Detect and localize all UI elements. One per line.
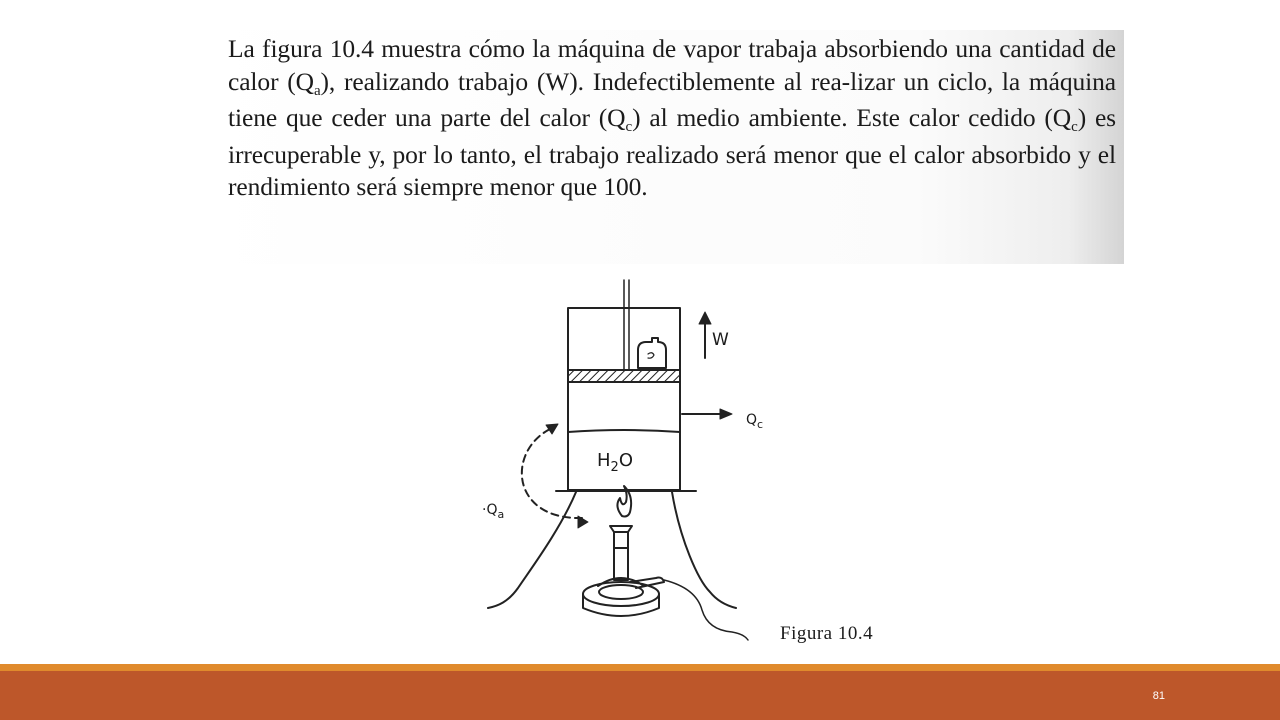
page-number: 81: [1152, 690, 1165, 702]
figure-caption: Figura 10.4: [780, 623, 874, 644]
water-label-sub: 2: [610, 460, 619, 475]
subscript-c-2: c: [1071, 119, 1078, 135]
paragraph-text: [228, 33, 1116, 204]
water-surface: [568, 430, 680, 432]
scanned-paragraph: [190, 30, 1124, 264]
qa-label-sub: a: [497, 508, 505, 521]
qa-label: [482, 502, 505, 521]
right-leg: [672, 492, 736, 608]
steam-engine-drawing: [470, 270, 930, 658]
paragraph-part-3: ) al medio ambiente. Este calor cedido (Q: [632, 103, 1072, 132]
qa-label-text: ·Q: [482, 502, 498, 518]
water-label-h: H: [597, 450, 611, 471]
paragraph-part-1: La figura 10.4 muestra cómo la máquina de vapor trabaja absorbiendo una cantidad de calor (Q: [228, 34, 1116, 96]
gas-hose: [664, 580, 748, 640]
qc-label-sub: c: [757, 418, 764, 431]
steam-engine-figure: [470, 270, 930, 658]
footer-accent-line: [0, 664, 1280, 671]
water-label: [597, 450, 633, 475]
qc-label: [746, 412, 764, 431]
burner-tube: [614, 532, 628, 580]
footer-bar: [0, 671, 1280, 720]
piston: [568, 370, 680, 382]
qc-label-text: Q: [746, 412, 758, 428]
subscript-a: a: [313, 82, 321, 99]
paragraph-part-4: ) es irrecuperable y, por lo tanto, el trabajo realizado será menor que el calor absorbido y el rendimiento será siempre menor que 100.: [228, 103, 1117, 201]
work-label: W: [712, 330, 729, 350]
subscript-c-1: c: [625, 119, 633, 135]
paragraph-part-2: ), realizando trabajo (W). Indefectiblemente al rea-lizar un ciclo, la máquina tiene que ceder una parte del calor (Q: [228, 66, 1116, 132]
qa-dashed-arrow: [522, 428, 582, 518]
water-label-o: O: [618, 450, 633, 471]
boiler-vessel: [568, 382, 680, 490]
